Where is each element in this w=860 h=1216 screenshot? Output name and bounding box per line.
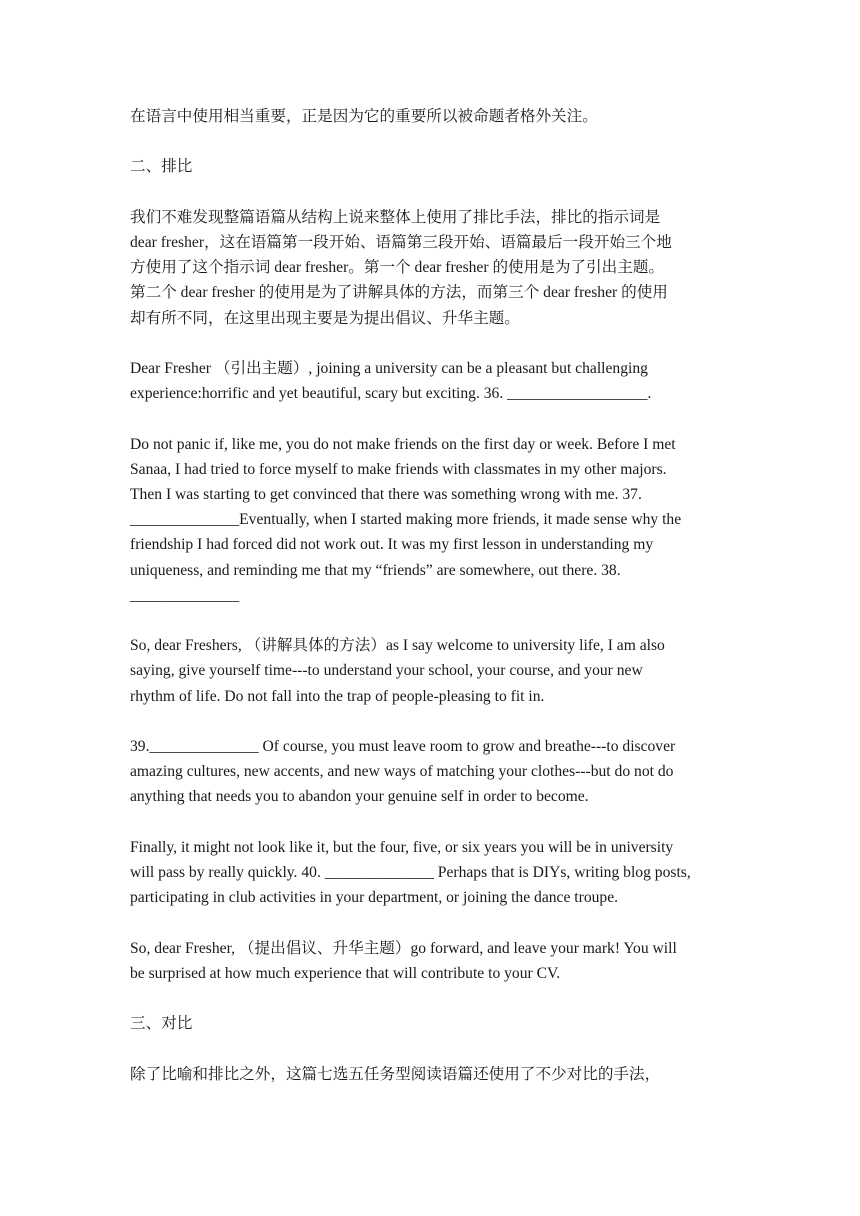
passage-paragraph-4 <box>130 734 730 810</box>
text-line: So, dear Fresher, （提出倡议、升华主题）go forward, and leave your mark! You will <box>130 939 677 957</box>
paragraph-gap <box>130 406 730 431</box>
paragraph-gap <box>130 910 730 935</box>
text-line: anything that needs you to abandon your genuine self in order to become. <box>130 788 589 806</box>
text-line: 我们不难发现整篇语篇从结构上说来整体上使用了排比手法，排比的指示词是 <box>130 208 661 226</box>
text-line: experience:horrific and yet beautiful, scary but exciting. 36. __________________. <box>130 385 652 403</box>
text-line: uniqueness, and reminding me that my “friends” are somewhere, out there. 38. <box>130 561 621 579</box>
text-line: ______________ <box>130 586 240 604</box>
text-line: 第二个 dear fresher 的使用是为了讲解具体的方法，而第三个 dear fresher 的使用 <box>130 284 668 302</box>
section-heading-contrast: 三、对比 <box>130 1015 193 1033</box>
text-line: Then I was starting to get convinced that there was something wrong with me. 37. <box>130 485 642 503</box>
paragraph-gap <box>130 986 730 1011</box>
paragraph-gap <box>130 129 730 154</box>
text-line: will pass by really quickly. 40. ______________ Perhaps that is DIYs, writing blog posts, <box>130 863 691 881</box>
text-line: Dear Fresher （引出主题）, joining a university can be a pleasant but challenging <box>130 359 648 377</box>
passage-paragraph-6 <box>130 936 730 986</box>
paragraph-gap <box>130 331 730 356</box>
text-line: Finally, it might not look like it, but the four, five, or six years you will be in university <box>130 838 674 856</box>
paragraph-gap <box>130 709 730 734</box>
section-heading-parallelism: 二、排比 <box>130 158 193 176</box>
text-line: Sanaa, I had tried to force myself to make friends with classmates in my other majors. <box>130 460 667 478</box>
text-line: So, dear Freshers, （讲解具体的方法）as I say welcome to university life, I am also <box>130 637 665 655</box>
paragraph-gap <box>130 1036 730 1061</box>
text-line: participating in club activities in your department, or joining the dance troupe. <box>130 889 619 907</box>
passage-paragraph-5 <box>130 835 730 911</box>
passage-paragraph-3 <box>130 633 730 709</box>
text-line: amazing cultures, new accents, and new ways of matching your clothes---but do not do <box>130 763 674 781</box>
text-line: dear fresher，这在语篇第一段开始、语篇第三段开始、语篇最后一段开始三个地 <box>130 233 672 251</box>
text-line: 却有所不同，在这里出现主要是为提出倡议、升华主题。 <box>130 309 520 327</box>
paragraph-gap <box>130 608 730 633</box>
analysis-paragraph <box>130 205 730 331</box>
text-line: rhythm of life. Do not fall into the trap of people-pleasing to fit in. <box>130 687 545 705</box>
text-line: Do not panic if, like me, you do not make friends on the first day or week. Before I met <box>130 435 676 453</box>
text-line: saying, give yourself time---to understand your school, your course, and your new <box>130 662 643 680</box>
contrast-intro-line: 除了比喻和排比之外，这篇七选五任务型阅读语篇还使用了不少对比的手法， <box>130 1065 661 1083</box>
passage-paragraph-2 <box>130 432 730 608</box>
text-line: 39.______________ Of course, you must leave room to grow and breathe---to discover <box>130 737 676 755</box>
text-line: be surprised at how much experience that will contribute to your CV. <box>130 964 561 982</box>
document-page <box>130 104 730 1087</box>
text-line: friendship I had forced did not work out. It was my first lesson in understanding my <box>130 536 654 554</box>
intro-line: 在语言中使用相当重要，正是因为它的重要所以被命题者格外关注。 <box>130 108 598 125</box>
passage-paragraph-1 <box>130 356 730 406</box>
paragraph-gap <box>130 180 730 205</box>
text-line: 方使用了这个指示词 dear fresher。第一个 dear fresher 的使用是为了引出主题。 <box>130 259 664 277</box>
paragraph-gap <box>130 810 730 835</box>
text-line: ______________Eventually, when I started making more friends, it made sense why the <box>130 511 682 529</box>
